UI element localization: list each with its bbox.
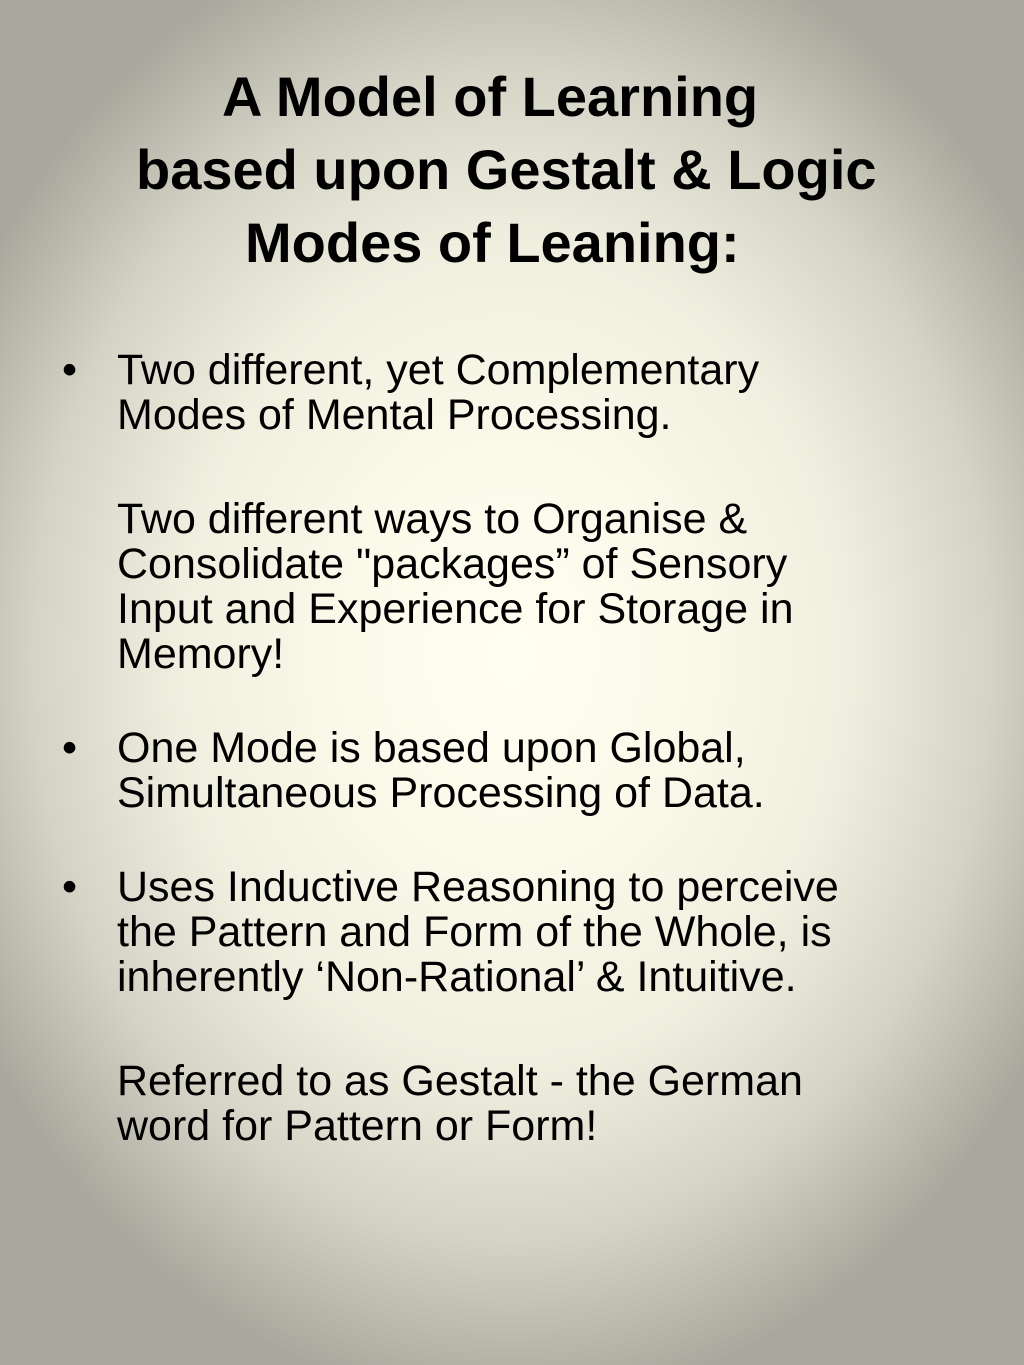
- bullet-marker: •: [62, 863, 78, 911]
- text-line: One Mode is based upon Global,: [117, 724, 746, 772]
- text-line: inherently ‘Non-Rational’ & Intuitive.: [117, 953, 797, 1001]
- slide-title: [0, 60, 1024, 279]
- title-line-2: based upon Gestalt & Logic: [136, 138, 877, 201]
- text-line: Simultaneous Processing of Data.: [117, 769, 765, 817]
- text-line: Memory!: [117, 630, 285, 678]
- title-line-3: Modes of Leaning:: [245, 211, 740, 274]
- text-line: word for Pattern or Form!: [117, 1102, 598, 1150]
- bullet-list: [0, 348, 1024, 1149]
- text-line: Two different ways to Organise &: [117, 495, 748, 543]
- text-line: the Pattern and Form of the Whole, is: [117, 908, 832, 956]
- bullet-item: [0, 348, 937, 677]
- bullet-marker: •: [62, 346, 78, 394]
- paragraph: [117, 348, 937, 438]
- paragraph: [117, 497, 937, 677]
- text-line: Uses Inductive Reasoning to perceive: [117, 863, 839, 911]
- text-line: Consolidate "packages” of Sensory: [117, 540, 788, 588]
- paragraph: [117, 1059, 937, 1149]
- paragraph: [117, 865, 937, 1000]
- bullet-marker: •: [62, 724, 78, 772]
- text-line: Two different, yet Complementary: [117, 346, 760, 394]
- title-line-1: A Model of Learning: [222, 65, 759, 128]
- bullet-item: [0, 726, 937, 816]
- paragraph: [117, 726, 937, 816]
- text-line: Modes of Mental Processing.: [117, 391, 672, 439]
- text-line: Input and Experience for Storage in: [117, 585, 794, 633]
- bullet-item: [0, 865, 937, 1149]
- text-line: Referred to as Gestalt - the German: [117, 1057, 803, 1105]
